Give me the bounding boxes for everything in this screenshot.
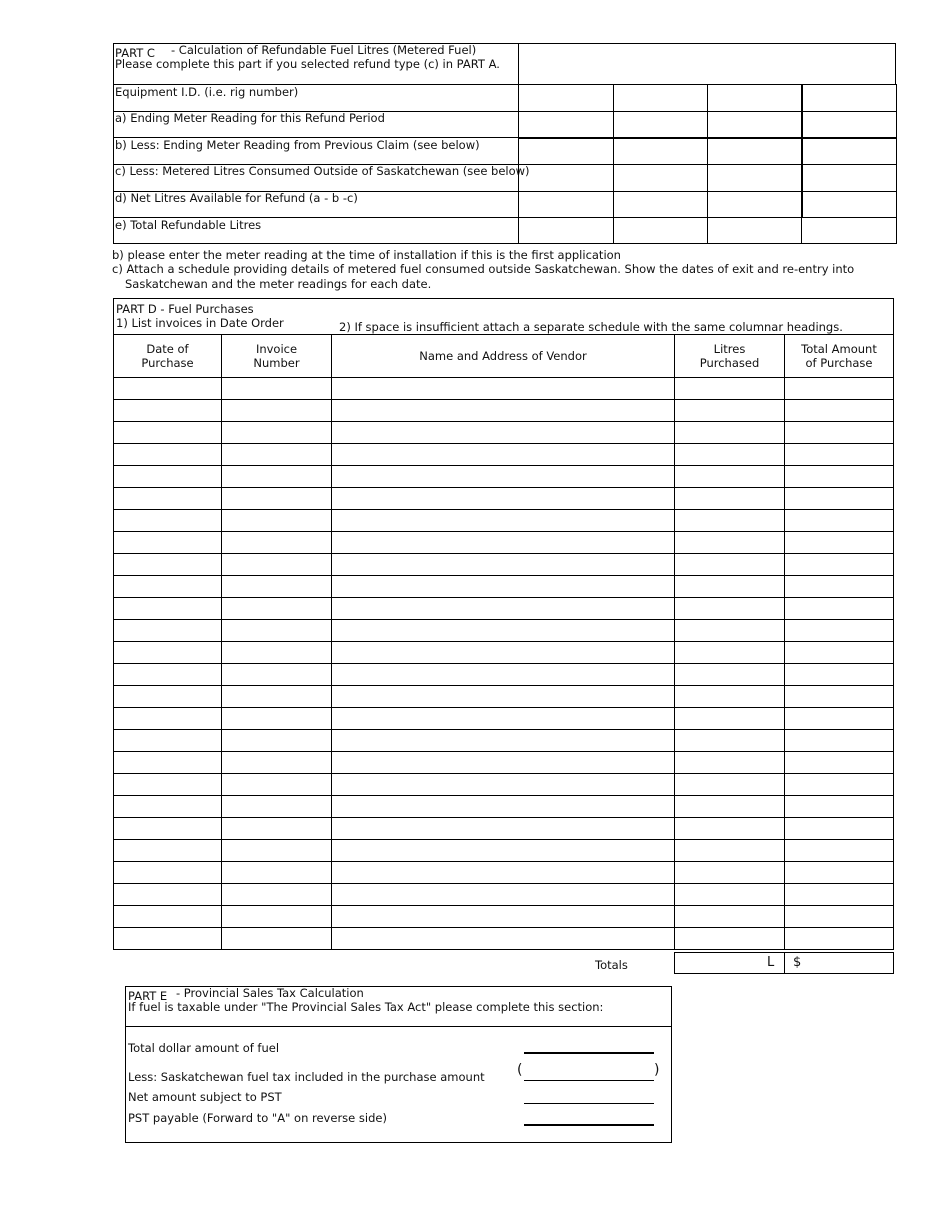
pst-fuel-tax-label: Less: Saskatchewan fuel tax included in the purchase amount bbox=[128, 1070, 485, 1084]
litres-cell[interactable] bbox=[675, 576, 785, 598]
vendor-cell[interactable] bbox=[332, 422, 675, 444]
amount-cell[interactable] bbox=[785, 510, 894, 532]
part-c-title: - Calculation of Refundable Fuel Litres (Metered Fuel) bbox=[171, 43, 477, 57]
litres-cell[interactable] bbox=[675, 444, 785, 466]
vendor-cell[interactable] bbox=[332, 730, 675, 752]
part-c-entry-cell[interactable] bbox=[709, 166, 799, 189]
table-row bbox=[114, 664, 894, 686]
table-row bbox=[114, 554, 894, 576]
date-cell[interactable] bbox=[114, 906, 222, 928]
table-row bbox=[114, 598, 894, 620]
part-c-note-c-line2: Saskatchewan and the meter readings for each date. bbox=[125, 277, 432, 291]
vendor-cell[interactable] bbox=[332, 400, 675, 422]
date-cell[interactable] bbox=[114, 400, 222, 422]
litres-cell[interactable] bbox=[675, 488, 785, 510]
vendor-cell[interactable] bbox=[332, 598, 675, 620]
vendor-cell[interactable] bbox=[332, 620, 675, 642]
amount-cell[interactable] bbox=[785, 576, 894, 598]
amount-cell[interactable] bbox=[785, 708, 894, 730]
invoice-cell[interactable] bbox=[222, 620, 332, 642]
litres-cell[interactable] bbox=[675, 400, 785, 422]
litres-cell[interactable] bbox=[675, 378, 785, 400]
amount-cell[interactable] bbox=[785, 488, 894, 510]
vendor-cell[interactable] bbox=[332, 488, 675, 510]
vendor-cell[interactable] bbox=[332, 444, 675, 466]
litres-cell[interactable] bbox=[675, 840, 785, 862]
date-cell[interactable] bbox=[114, 532, 222, 554]
vendor-cell[interactable] bbox=[332, 862, 675, 884]
col-header-invoice: Invoice Number bbox=[222, 335, 332, 378]
litres-cell[interactable] bbox=[675, 796, 785, 818]
table-row bbox=[114, 576, 894, 598]
part-c-entry-cell[interactable] bbox=[709, 113, 799, 135]
totals-currency-symbol: $ bbox=[793, 955, 802, 970]
part-d-title: PART D - Fuel Purchases bbox=[116, 302, 254, 316]
date-cell[interactable] bbox=[114, 862, 222, 884]
part-e-title-label: PART E bbox=[128, 989, 168, 1003]
table-row bbox=[114, 466, 894, 488]
litres-cell[interactable] bbox=[675, 664, 785, 686]
invoice-cell[interactable] bbox=[222, 510, 332, 532]
vendor-cell[interactable] bbox=[332, 708, 675, 730]
table-row bbox=[114, 818, 894, 840]
col-header-date: Date of Purchase bbox=[114, 335, 222, 378]
part-c-row-equipment-label: Equipment I.D. (i.e. rig number) bbox=[115, 85, 299, 99]
vendor-cell[interactable] bbox=[332, 664, 675, 686]
part-c-entry-cell[interactable] bbox=[520, 219, 611, 242]
litres-cell[interactable] bbox=[675, 928, 785, 950]
table-row bbox=[114, 444, 894, 466]
table-row bbox=[114, 884, 894, 906]
part-c-note-b: b) please enter the meter reading at the time of installation if this is the first application bbox=[112, 248, 621, 262]
table-row bbox=[114, 642, 894, 664]
date-cell[interactable] bbox=[114, 378, 222, 400]
table-row bbox=[114, 488, 894, 510]
pst-paren-close: ) bbox=[654, 1062, 660, 1078]
amount-cell[interactable] bbox=[785, 906, 894, 928]
part-c-entry-cell[interactable] bbox=[803, 139, 895, 162]
vendor-cell[interactable] bbox=[332, 466, 675, 488]
vendor-cell[interactable] bbox=[332, 884, 675, 906]
date-cell[interactable] bbox=[114, 708, 222, 730]
totals-label: Totals bbox=[595, 958, 628, 972]
date-cell[interactable] bbox=[114, 642, 222, 664]
amount-cell[interactable] bbox=[785, 400, 894, 422]
part-d-note1: 1) List invoices in Date Order bbox=[116, 316, 284, 330]
date-cell[interactable] bbox=[114, 422, 222, 444]
invoice-cell[interactable] bbox=[222, 466, 332, 488]
part-e-instruction: If fuel is taxable under "The Provincial Sales Tax Act" please complete this section: bbox=[128, 1000, 604, 1014]
litres-cell[interactable] bbox=[675, 620, 785, 642]
part-c-row-e-label: e) Total Refundable Litres bbox=[115, 218, 262, 232]
part-c-title-label: PART C bbox=[115, 46, 155, 60]
amount-cell[interactable] bbox=[785, 598, 894, 620]
invoice-cell[interactable] bbox=[222, 884, 332, 906]
part-c-entry-cell[interactable] bbox=[520, 139, 611, 162]
invoice-cell[interactable] bbox=[222, 378, 332, 400]
amount-cell[interactable] bbox=[785, 840, 894, 862]
litres-cell[interactable] bbox=[675, 554, 785, 576]
litres-cell[interactable] bbox=[675, 774, 785, 796]
pst-net-amount-label: Net amount subject to PST bbox=[128, 1090, 282, 1104]
litres-cell[interactable] bbox=[675, 730, 785, 752]
table-row bbox=[114, 378, 894, 400]
amount-cell[interactable] bbox=[785, 884, 894, 906]
pst-total-fuel-label: Total dollar amount of fuel bbox=[128, 1041, 280, 1055]
invoice-cell[interactable] bbox=[222, 862, 332, 884]
date-cell[interactable] bbox=[114, 444, 222, 466]
amount-cell[interactable] bbox=[785, 422, 894, 444]
part-c-entry-cell[interactable] bbox=[615, 219, 705, 242]
date-cell[interactable] bbox=[114, 884, 222, 906]
amount-cell[interactable] bbox=[785, 796, 894, 818]
part-c-entry-cell[interactable] bbox=[709, 139, 799, 162]
amount-cell[interactable] bbox=[785, 818, 894, 840]
amount-cell[interactable] bbox=[785, 730, 894, 752]
col-header-vendor: Name and Address of Vendor bbox=[332, 335, 675, 378]
date-cell[interactable] bbox=[114, 752, 222, 774]
amount-cell[interactable] bbox=[785, 444, 894, 466]
invoice-cell[interactable] bbox=[222, 708, 332, 730]
part-c-entry-cell[interactable] bbox=[615, 113, 705, 135]
date-cell[interactable] bbox=[114, 818, 222, 840]
table-row bbox=[114, 620, 894, 642]
vendor-cell[interactable] bbox=[332, 796, 675, 818]
part-c-entry-cell[interactable] bbox=[615, 166, 705, 189]
part-c-instruction: Please complete this part if you selected refund type (c) in PART A. bbox=[115, 57, 500, 71]
amount-cell[interactable] bbox=[785, 774, 894, 796]
pst-total-fuel-field[interactable] bbox=[524, 1052, 654, 1054]
amount-cell[interactable] bbox=[785, 928, 894, 950]
invoice-cell[interactable] bbox=[222, 664, 332, 686]
date-cell[interactable] bbox=[114, 730, 222, 752]
date-cell[interactable] bbox=[114, 928, 222, 950]
vendor-cell[interactable] bbox=[332, 642, 675, 664]
date-cell[interactable] bbox=[114, 840, 222, 862]
part-c-entry-cell[interactable] bbox=[803, 86, 895, 109]
pst-payable-label: PST payable (Forward to "A" on reverse side) bbox=[128, 1111, 387, 1125]
table-row bbox=[114, 686, 894, 708]
invoice-cell[interactable] bbox=[222, 400, 332, 422]
part-c-entry-cell[interactable] bbox=[520, 193, 611, 215]
part-c-header-blank-box bbox=[518, 43, 896, 85]
vendor-cell[interactable] bbox=[332, 378, 675, 400]
date-cell[interactable] bbox=[114, 576, 222, 598]
amount-cell[interactable] bbox=[785, 532, 894, 554]
table-row bbox=[114, 752, 894, 774]
table-row bbox=[114, 532, 894, 554]
part-c-entry-cell[interactable] bbox=[615, 86, 705, 109]
litres-cell[interactable] bbox=[675, 862, 785, 884]
vendor-cell[interactable] bbox=[332, 906, 675, 928]
vendor-cell[interactable] bbox=[332, 532, 675, 554]
pst-net-amount-field[interactable] bbox=[524, 1103, 654, 1104]
part-c-row-a-label: a) Ending Meter Reading for this Refund Period bbox=[115, 111, 385, 125]
part-c-entry-cell[interactable] bbox=[709, 219, 799, 242]
invoice-cell[interactable] bbox=[222, 642, 332, 664]
invoice-cell[interactable] bbox=[222, 730, 332, 752]
litres-cell[interactable] bbox=[675, 422, 785, 444]
invoice-cell[interactable] bbox=[222, 576, 332, 598]
invoice-cell[interactable] bbox=[222, 554, 332, 576]
date-cell[interactable] bbox=[114, 466, 222, 488]
litres-cell[interactable] bbox=[675, 818, 785, 840]
invoice-cell[interactable] bbox=[222, 532, 332, 554]
amount-cell[interactable] bbox=[785, 620, 894, 642]
part-c-entry-cell[interactable] bbox=[615, 193, 705, 215]
table-row bbox=[114, 400, 894, 422]
date-cell[interactable] bbox=[114, 620, 222, 642]
part-c-entry-cell[interactable] bbox=[803, 166, 895, 189]
invoice-cell[interactable] bbox=[222, 796, 332, 818]
amount-cell[interactable] bbox=[785, 752, 894, 774]
amount-cell[interactable] bbox=[785, 664, 894, 686]
part-c-entry-cell[interactable] bbox=[803, 219, 895, 242]
part-c-entry-cell[interactable] bbox=[520, 113, 611, 135]
table-row bbox=[114, 774, 894, 796]
col-header-litres: Litres Purchased bbox=[675, 335, 785, 378]
part-c-entry-cell[interactable] bbox=[709, 193, 799, 215]
litres-cell[interactable] bbox=[675, 466, 785, 488]
part-c-row-d-label: d) Net Litres Available for Refund (a - b -c) bbox=[115, 191, 358, 205]
table-row bbox=[114, 510, 894, 532]
table-row bbox=[114, 928, 894, 950]
litres-cell[interactable] bbox=[675, 884, 785, 906]
table-row bbox=[114, 906, 894, 928]
part-c-row-b-label: b) Less: Ending Meter Reading from Previous Claim (see below) bbox=[115, 138, 480, 152]
pst-payable-field[interactable] bbox=[524, 1124, 654, 1126]
amount-cell[interactable] bbox=[785, 554, 894, 576]
invoice-cell[interactable] bbox=[222, 840, 332, 862]
date-cell[interactable] bbox=[114, 664, 222, 686]
pst-fuel-tax-field[interactable] bbox=[524, 1080, 654, 1081]
table-row bbox=[114, 422, 894, 444]
litres-cell[interactable] bbox=[675, 510, 785, 532]
vendor-cell[interactable] bbox=[332, 554, 675, 576]
part-e-title: - Provincial Sales Tax Calculation bbox=[176, 986, 364, 1000]
vendor-cell[interactable] bbox=[332, 928, 675, 950]
table-row bbox=[114, 862, 894, 884]
vendor-cell[interactable] bbox=[332, 840, 675, 862]
litres-cell[interactable] bbox=[675, 906, 785, 928]
vendor-cell[interactable] bbox=[332, 576, 675, 598]
table-row bbox=[114, 730, 894, 752]
table-header-row bbox=[114, 335, 894, 378]
invoice-cell[interactable] bbox=[222, 686, 332, 708]
invoice-cell[interactable] bbox=[222, 598, 332, 620]
vendor-cell[interactable] bbox=[332, 510, 675, 532]
amount-cell[interactable] bbox=[785, 466, 894, 488]
part-c-entry-cell[interactable] bbox=[520, 166, 611, 189]
invoice-cell[interactable] bbox=[222, 906, 332, 928]
date-cell[interactable] bbox=[114, 686, 222, 708]
table-row bbox=[114, 840, 894, 862]
vendor-cell[interactable] bbox=[332, 818, 675, 840]
invoice-cell[interactable] bbox=[222, 928, 332, 950]
invoice-cell[interactable] bbox=[222, 818, 332, 840]
part-c-note-c-line1: c) Attach a schedule providing details of metered fuel consumed outside Saskatchewan. Show the dates of exit and re-entry into bbox=[112, 262, 855, 276]
date-cell[interactable] bbox=[114, 510, 222, 532]
invoice-cell[interactable] bbox=[222, 488, 332, 510]
pst-paren-open: ( bbox=[517, 1062, 523, 1078]
part-c-row-c-label: c) Less: Metered Litres Consumed Outside of Saskatchewan (see below) bbox=[115, 164, 530, 178]
vendor-cell[interactable] bbox=[332, 686, 675, 708]
amount-cell[interactable] bbox=[785, 642, 894, 664]
invoice-cell[interactable] bbox=[222, 444, 332, 466]
table-row bbox=[114, 708, 894, 730]
litres-cell[interactable] bbox=[675, 642, 785, 664]
date-cell[interactable] bbox=[114, 598, 222, 620]
litres-cell[interactable] bbox=[675, 752, 785, 774]
litres-cell[interactable] bbox=[675, 708, 785, 730]
amount-cell[interactable] bbox=[785, 378, 894, 400]
fuel-purchases-table bbox=[113, 334, 894, 950]
date-cell[interactable] bbox=[114, 488, 222, 510]
litres-cell[interactable] bbox=[675, 598, 785, 620]
totals-litres-unit: L bbox=[767, 955, 775, 970]
part-d-note2: 2) If space is insufficient attach a separate schedule with the same columnar headings. bbox=[339, 320, 843, 334]
litres-cell[interactable] bbox=[675, 686, 785, 708]
col-header-amount: Total Amount of Purchase bbox=[785, 335, 894, 378]
amount-cell[interactable] bbox=[785, 862, 894, 884]
part-c-entry-cell[interactable] bbox=[803, 193, 895, 215]
invoice-cell[interactable] bbox=[222, 774, 332, 796]
table-row bbox=[114, 796, 894, 818]
part-c-entry-cell[interactable] bbox=[803, 113, 895, 135]
date-cell[interactable] bbox=[114, 554, 222, 576]
date-cell[interactable] bbox=[114, 796, 222, 818]
invoice-cell[interactable] bbox=[222, 422, 332, 444]
invoice-cell[interactable] bbox=[222, 752, 332, 774]
vendor-cell[interactable] bbox=[332, 752, 675, 774]
litres-cell[interactable] bbox=[675, 532, 785, 554]
vendor-cell[interactable] bbox=[332, 774, 675, 796]
part-c-entry-cell[interactable] bbox=[520, 86, 611, 109]
amount-cell[interactable] bbox=[785, 686, 894, 708]
part-c-entry-cell[interactable] bbox=[709, 86, 799, 109]
part-c-entry-cell[interactable] bbox=[615, 139, 705, 162]
date-cell[interactable] bbox=[114, 774, 222, 796]
